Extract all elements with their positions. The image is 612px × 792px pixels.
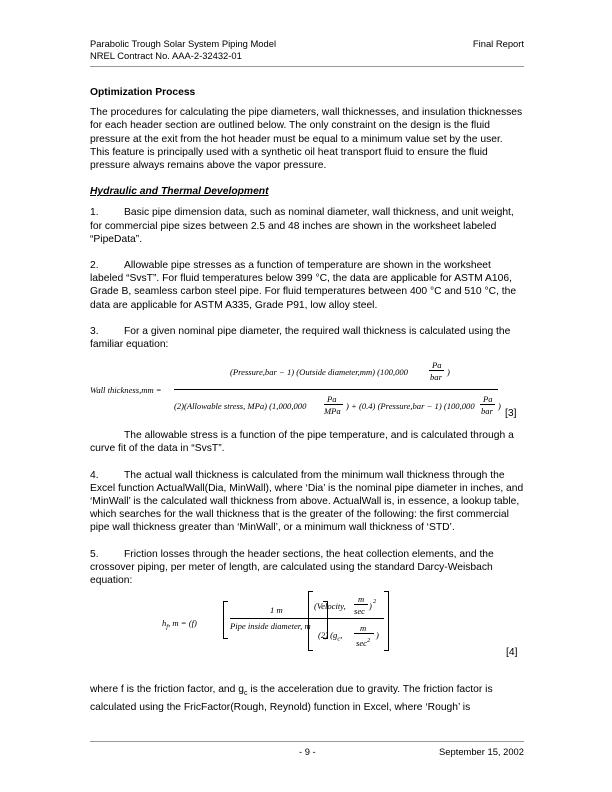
header-report-type: Final Report — [472, 38, 524, 49]
item-number: 2. — [90, 260, 99, 272]
eq4-vel-close: ) — [369, 601, 372, 612]
page-header — [90, 38, 524, 62]
eq4-vel-exp: 2 — [373, 598, 377, 606]
eq4-lhs — [162, 617, 197, 634]
item-text: The actual wall thickness is calculated from the minimum wall thickness through the Excel function ActualWall(Dia, MinWall), where ‘Dia’ is the nominal pipe diameter in inches, and ‘MinWall’ is the calculated wall thickness from above. ActualWall is, in essence, a lookup table, which searches for the wall thickness that is the greater of the following: the first commercial pipe wall thickness greater than ‘MinWall’, or a minimum wall thickness of ‘STD’. — [90, 469, 524, 534]
item-number: 4. — [90, 469, 99, 481]
item-number: 3. — [90, 325, 99, 337]
eq4-den — [318, 629, 342, 646]
item-5 — [90, 548, 524, 588]
item-3 — [90, 325, 524, 351]
intro-paragraph: The procedures for calculating the pipe diameters, wall thicknesses, and insulation thicknesses for each header section are outlined below. The only constraint on the design is the fluid pressure at the exit from the hot header must be equal to a minimum value set by the user. This feature is principally used with a synthetic oil heat transport fluid to ensure the fluid pressure always remains above the vapor pressure. — [90, 107, 523, 172]
page-number: - 9 - — [299, 746, 316, 757]
after-eq4-paragraph — [90, 683, 524, 713]
eq4-frac1-bottom: Pipe inside diameter, m — [230, 621, 311, 632]
header-contract: NREL Contract No. AAA-2-32432-01 — [90, 50, 242, 61]
eq3-den-mpa: MPa — [324, 406, 341, 417]
eq4-main-frac-bar — [314, 618, 384, 619]
eq4-vel-m: m — [358, 594, 365, 605]
item-text: Allowable pipe stresses as a function of temperature are shown in the worksheet labeled “SvsT”. For fluid temperatures below 399 °C, the data are applicable for ASTM A106, Grade B, seamless carbon steel pipe. For fluid temperatures between 400 °C and 510 °C, the data are applicable for ASTM A335, Grade P91, low alloy steel. — [90, 260, 517, 311]
header-title: Parabolic Trough Solar System Piping Model — [90, 38, 277, 49]
eq3-lhs: Wall thickness,mm = — [90, 385, 162, 396]
eq3-den-b: ) + (0.4) (Pressure,bar − 1) (100,000 — [346, 401, 475, 412]
eq3-label: [3] — [505, 408, 517, 420]
eq3-den-close: ) — [498, 401, 501, 412]
item-number: 1. — [90, 207, 99, 219]
eq3-main-fraction-bar — [174, 389, 498, 390]
eq4-h: h — [162, 618, 167, 629]
eq4-bracket-open-1 — [223, 601, 228, 639]
eq4-h-sub: f — [166, 624, 169, 631]
eq4-vel-sec: sec — [354, 606, 365, 617]
eq3-num-close: ) — [447, 367, 450, 378]
eq4-den-text: (2) (g — [318, 630, 338, 641]
after-eq4-text-1: where f is the friction factor, and g — [90, 684, 244, 696]
eq4-bracket-close-2 — [384, 591, 389, 651]
equation-4 — [90, 591, 524, 671]
item-text: Friction losses through the header sections, the heat collection elements, and the crossover piping, per meter of length, are calculated using the standard Darcy-Weisbach equation: — [90, 548, 494, 587]
eq4-den-sec-text: sec — [356, 638, 367, 649]
eq4-frac1-top: 1 m — [270, 605, 283, 616]
eq4-bracket-open-2 — [308, 591, 313, 651]
eq3-num-bar: bar — [430, 372, 442, 383]
eq4-den-sec-exp: 2 — [366, 637, 371, 645]
after-eq4-sub: c — [243, 690, 248, 698]
header-divider — [90, 66, 524, 67]
eq3-num-pa: Pa — [432, 360, 442, 371]
eq4-den-close: ) — [376, 630, 379, 641]
footer-date: September 15, 2002 — [439, 746, 524, 757]
eq3-den-pa2: Pa — [483, 394, 493, 405]
eq3-numerator: (Pressure,bar − 1) (Outside diameter,mm) (100,000 — [230, 367, 408, 378]
item-1 — [90, 206, 524, 246]
eq3-den-bar: bar — [481, 406, 493, 417]
eq4-lhs-rest: , m = (f) — [168, 618, 197, 629]
page-body — [90, 86, 524, 727]
item-4 — [90, 469, 524, 535]
eq3-den-pa1: Pa — [327, 394, 337, 405]
eq4-vel: (Velocity, — [314, 601, 346, 612]
eq4-label: [4] — [506, 647, 518, 659]
after-eq4-text-2: is the acceleration due to gravity. The friction factor is calculated using the FricFactor(Rough, Reynold) function in Excel, where ‘Rough’ is — [90, 684, 493, 713]
eq4-den-sec — [356, 634, 370, 650]
subsection-title: Hydraulic and Thermal Development — [90, 186, 269, 198]
section-title: Optimization Process — [90, 87, 196, 98]
footer-divider — [90, 741, 524, 742]
eq4-den-sub: c — [337, 636, 341, 643]
equation-3 — [90, 355, 524, 421]
eq3-den-a: (2)(Allowable stress, MPa) (1,000,000 — [174, 401, 307, 412]
after-eq3-paragraph: The allowable stress is a function of the pipe temperature, and is calculated through a curve fit of the data in “SvsT”. — [90, 430, 514, 455]
item-text: For a given nominal pipe diameter, the required wall thickness is calculated using the familiar equation: — [90, 325, 511, 351]
item-number: 5. — [90, 548, 99, 560]
eq4-den-m: m — [360, 623, 367, 634]
item-text: Basic pipe dimension data, such as nominal diameter, wall thickness, and unit weight, for commercial pipe sizes between 2.5 and 48 inches are shown in the worksheet labeled “PipeData”. — [90, 207, 514, 245]
eq4-den-comma: , — [340, 630, 343, 641]
item-2 — [90, 259, 524, 312]
